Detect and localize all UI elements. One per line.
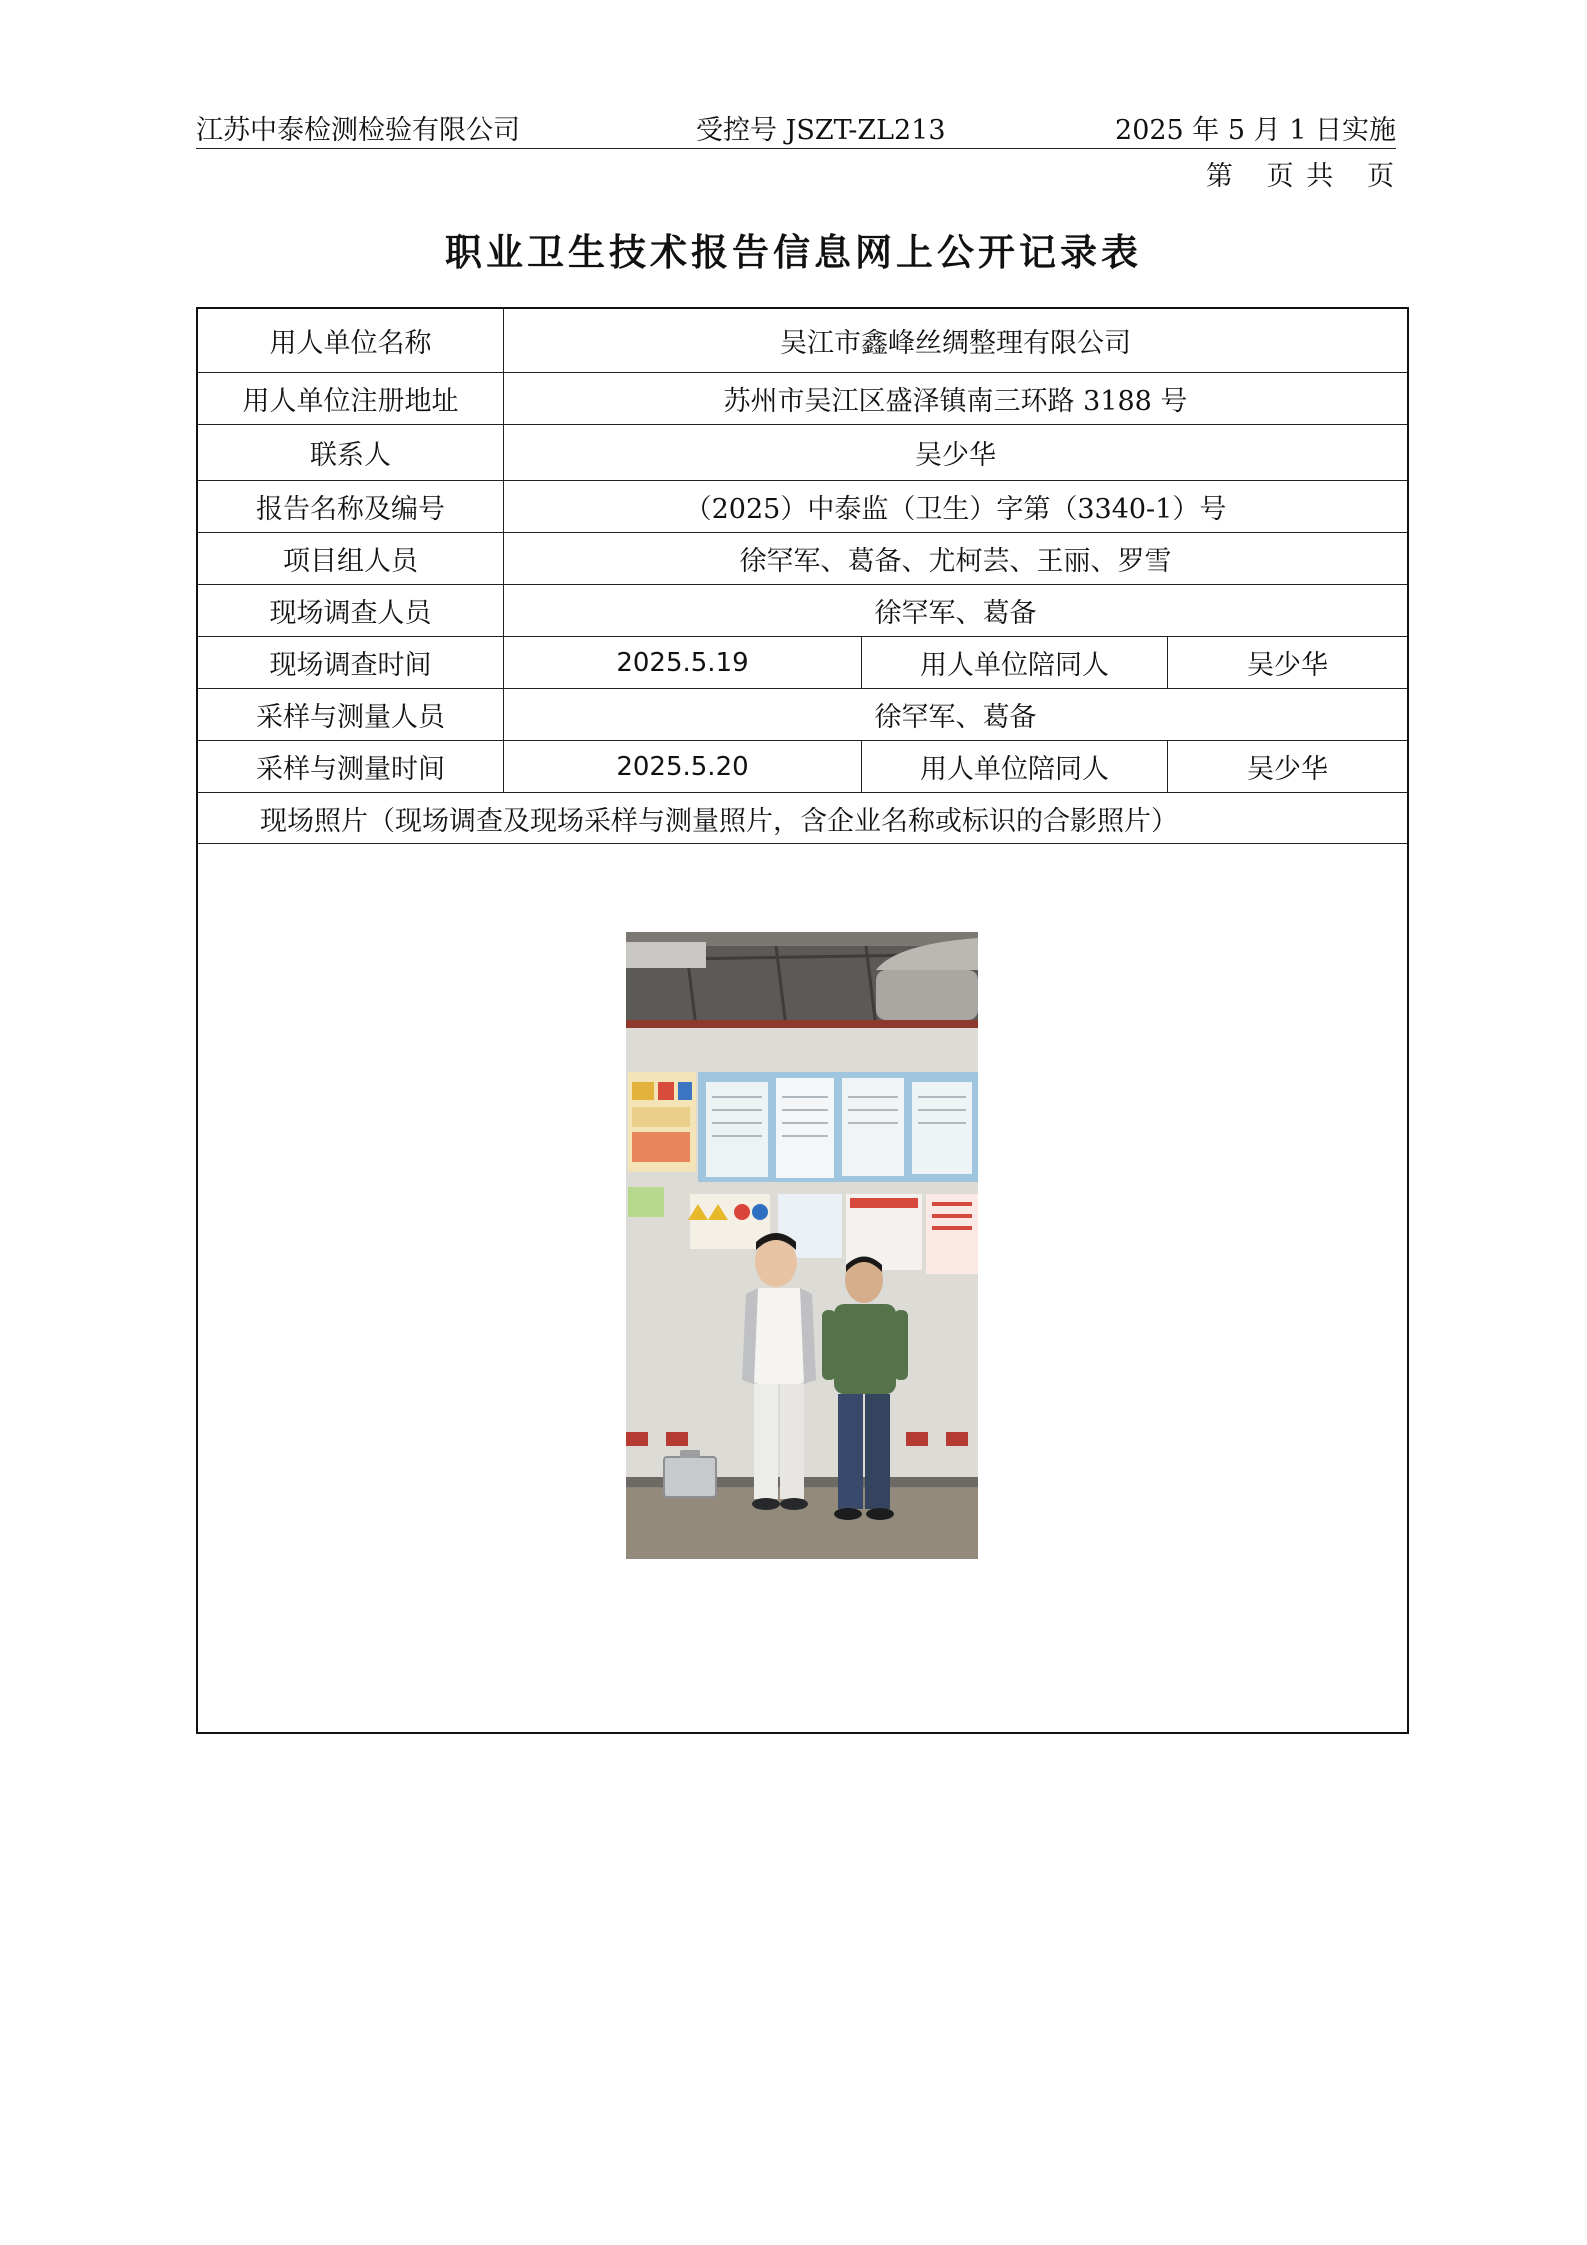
- label-employer-name: 用人单位名称: [198, 309, 504, 372]
- header-effective-date: 2025 年 5 月 1 日实施: [1115, 115, 1396, 146]
- label-site-photos: 现场照片（现场调查及现场采样与测量照片，含企业名称或标识的合影照片）: [260, 805, 1178, 837]
- label-contact: 联系人: [198, 425, 504, 480]
- row-team: [198, 533, 1407, 585]
- row-sampling-staff: [198, 689, 1407, 741]
- running-header: [196, 114, 1396, 149]
- row-sampling-time: [198, 741, 1407, 793]
- label-sampling-staff: 采样与测量人员: [198, 689, 504, 740]
- header-company: 江苏中泰检测检验有限公司: [196, 115, 520, 146]
- label-address: 用人单位注册地址: [198, 373, 504, 424]
- label-sampling-time: 采样与测量时间: [198, 741, 504, 792]
- value-contact: 吴少华: [915, 440, 996, 471]
- row-contact: [198, 425, 1407, 481]
- value-address: 苏州市吴江区盛泽镇南三环路 3188 号: [723, 386, 1188, 417]
- value-sampling-accompany: 吴少华: [1247, 754, 1328, 785]
- value-survey-accompany: 吴少华: [1247, 650, 1328, 681]
- value-report: （2025）中泰监（卫生）字第（3340-1）号: [684, 494, 1227, 525]
- photo-area: [198, 844, 1407, 1732]
- document-title: 职业卫生技术报告信息网上公开记录表: [445, 231, 1142, 274]
- label-team: 项目组人员: [198, 533, 504, 584]
- row-survey-staff: [198, 585, 1407, 637]
- value-sampling-staff: 徐罕军、葛备: [874, 702, 1037, 733]
- header-control-number: 受控号 JSZT-ZL213: [696, 115, 946, 146]
- row-employer-name: [198, 309, 1407, 373]
- row-report: [198, 481, 1407, 533]
- row-survey-time: [198, 637, 1407, 689]
- value-survey-staff: 徐罕军、葛备: [874, 598, 1037, 629]
- label-survey-staff: 现场调查人员: [198, 585, 504, 636]
- label-survey-accompany: 用人单位陪同人: [862, 637, 1168, 688]
- row-address: [198, 373, 1407, 425]
- row-photo-label: [198, 793, 1407, 844]
- record-form-table: [196, 307, 1409, 1734]
- value-employer-name: 吴江市鑫峰丝绸整理有限公司: [780, 328, 1131, 359]
- label-survey-time: 现场调查时间: [198, 637, 504, 688]
- label-report: 报告名称及编号: [198, 481, 504, 532]
- site-photo: [626, 932, 978, 1559]
- page-counter: 第 页 共 页: [1205, 161, 1396, 192]
- value-survey-date: 2025.5.19: [504, 637, 862, 688]
- value-sampling-date: 2025.5.20: [504, 741, 862, 792]
- value-team: 徐罕军、葛备、尤柯芸、王丽、罗雪: [739, 546, 1172, 577]
- label-sampling-accompany: 用人单位陪同人: [862, 741, 1168, 792]
